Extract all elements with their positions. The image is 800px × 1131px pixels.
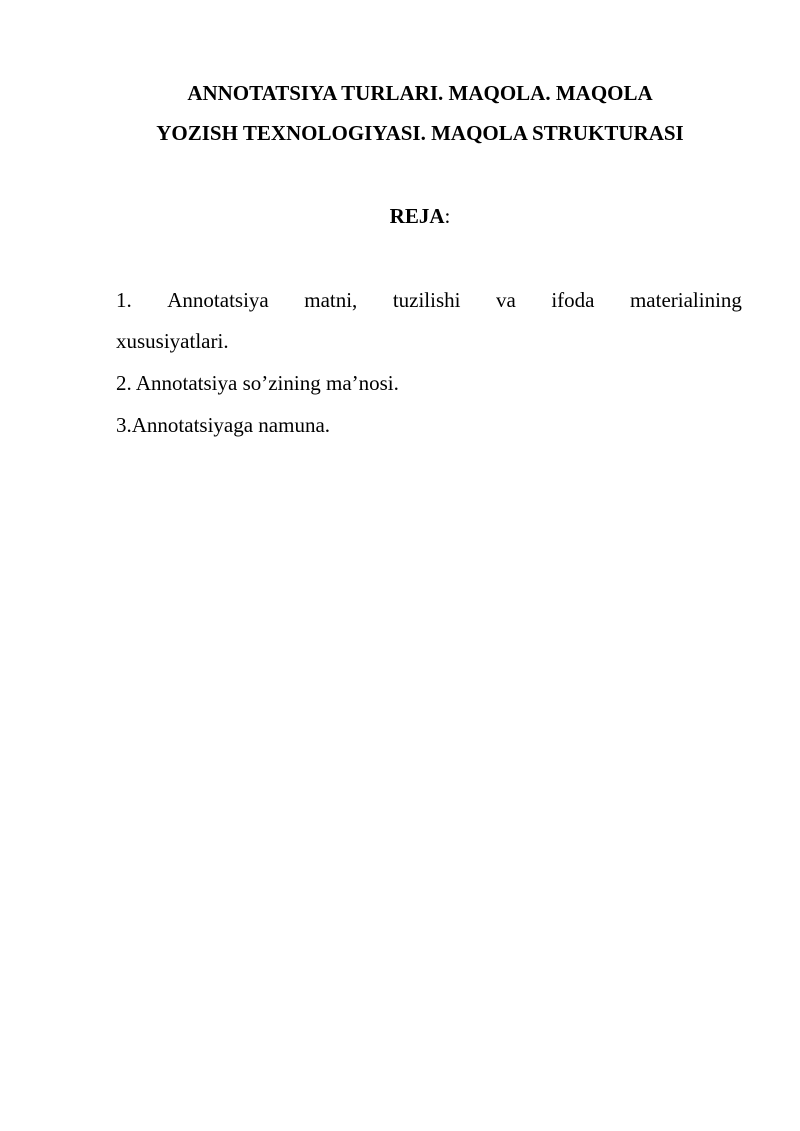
document-title-line-2: YOZISH TEXNOLOGIYASI. MAQOLA STRUKTURASI (156, 121, 684, 145)
document-title-line-1: ANNOTATSIYA TURLARI. MAQOLA. MAQOLA (187, 81, 653, 105)
plan-item-1-word: tuzilishi (392, 288, 461, 312)
plan-item-1-word: matni, (304, 288, 358, 312)
plan-heading (100, 196, 740, 236)
plan-colon: : (444, 204, 451, 228)
plan-item-1-line-1 (116, 280, 742, 320)
plan-item-1-word: va (495, 288, 516, 312)
plan-item-1-line-2: xususiyatlari. (116, 329, 229, 353)
plan-item-1-word: materialining (629, 288, 742, 312)
plan-item-1-word: ifoda (551, 288, 595, 312)
plan-label: REJA (389, 204, 445, 228)
plan-item-1-word: Annotatsiya (167, 288, 269, 312)
plan-item-1-word: 1. (116, 288, 132, 312)
plan-item-2: 2. Annotatsiya so’zining ma’nosi. (116, 371, 399, 395)
plan-item-3: 3.Annotatsiyaga namuna. (116, 413, 331, 437)
